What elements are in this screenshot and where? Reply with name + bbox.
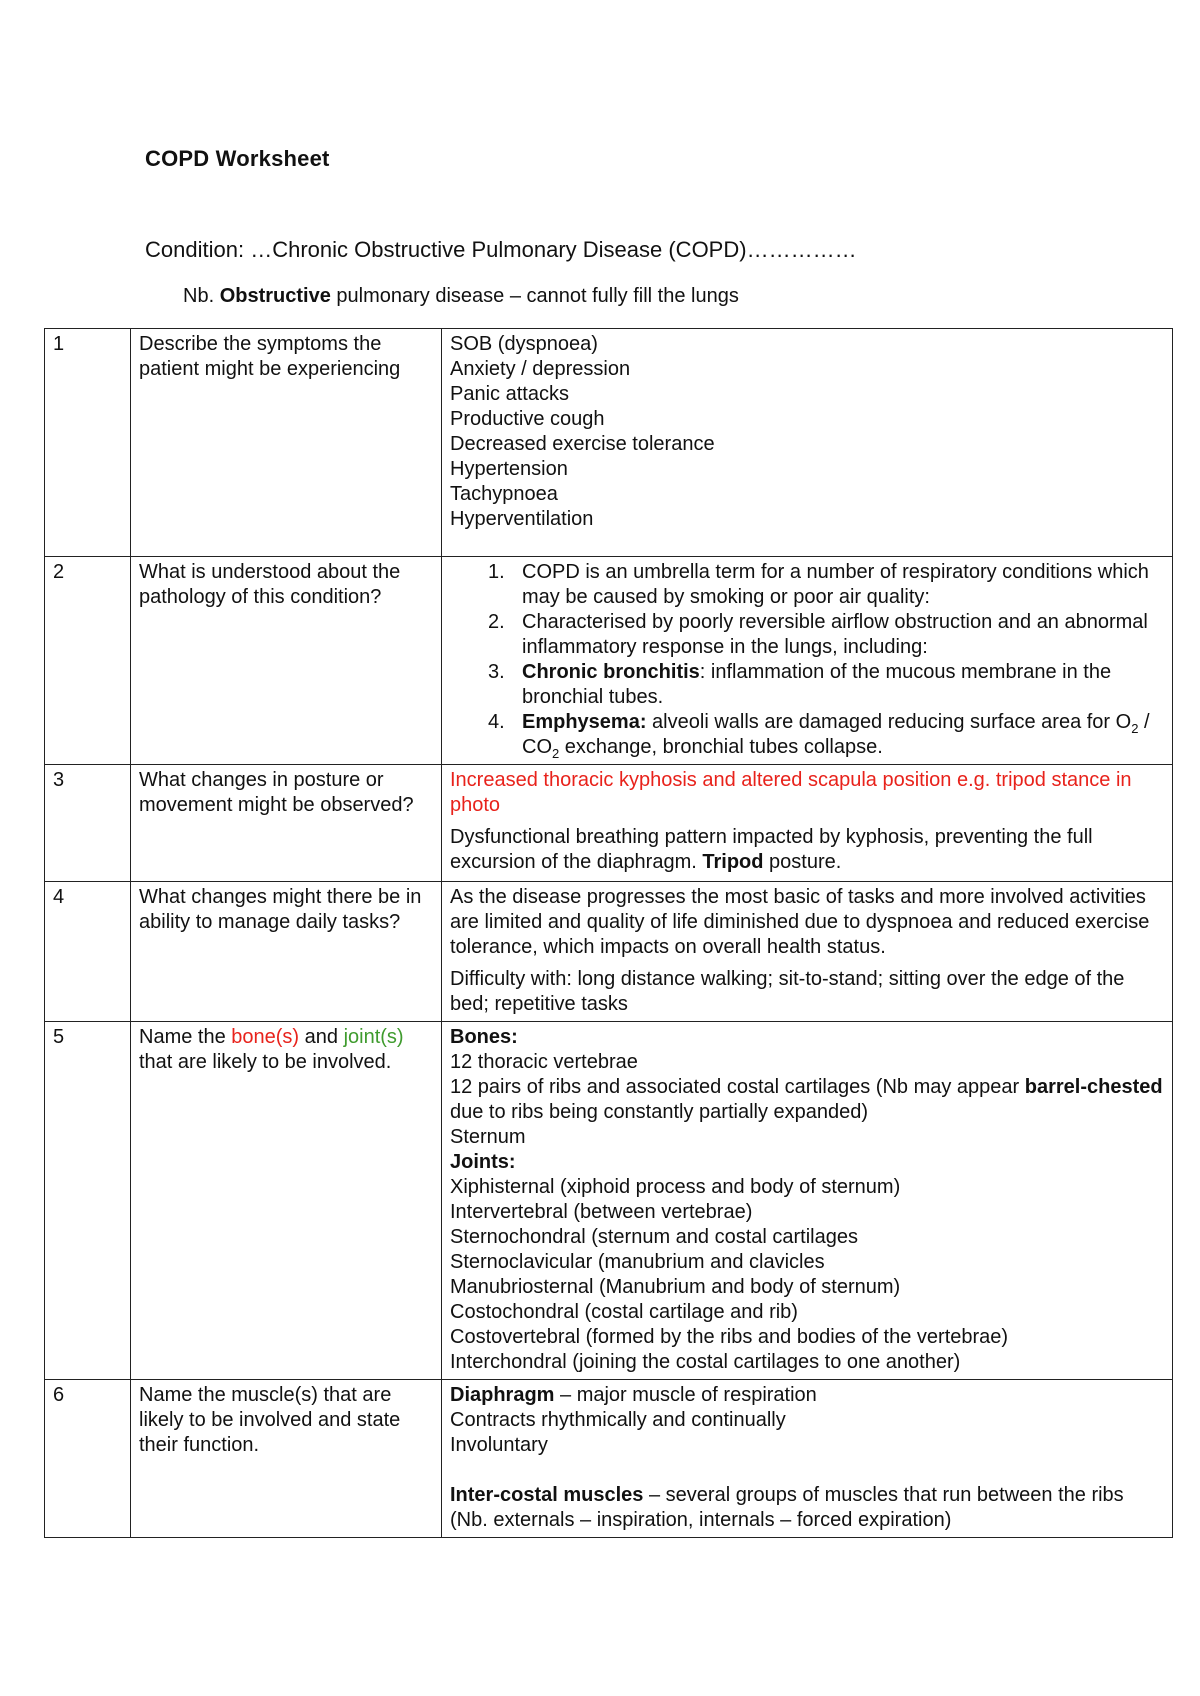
list-number: 2. (488, 611, 505, 633)
worksheet-table (44, 328, 1173, 1538)
bone-item (450, 1075, 1164, 1125)
answer-bold: Tripod (702, 851, 764, 873)
bones-heading: Bones: (450, 1026, 518, 1048)
symptom-item: Panic attacks (450, 383, 569, 405)
subscript: 2 (1131, 721, 1139, 736)
row-question: What is understood about the pathology of this condition? (131, 557, 442, 765)
muscle-item (450, 1383, 1164, 1408)
question-text: Name the (139, 1026, 232, 1048)
table-row (45, 882, 1173, 1022)
row-answer (442, 557, 1173, 765)
pathology-list (450, 560, 1164, 760)
row-number: 6 (45, 1380, 131, 1538)
question-joints: joint(s) (343, 1026, 404, 1048)
bone-bold: barrel-chested (1024, 1076, 1163, 1098)
note-rest: pulmonary disease – cannot fully fill the lungs (336, 285, 739, 307)
row-question: What changes might there be in ability to manage daily tasks? (131, 882, 442, 1022)
symptom-item: Hypertension (450, 458, 568, 480)
answer-paragraph: As the disease progresses the most basic of tasks and more involved activities are limited and quality of life diminished due to dyspnoea and reduced exercise tolerance, which impacts on overall health status. (450, 886, 1150, 958)
symptom-item: Decreased exercise tolerance (450, 433, 715, 455)
joint-item: Interchondral (joining the costal cartilages to one another) (450, 1351, 961, 1373)
table-row (45, 765, 1173, 882)
joint-item: Sternochondral (sternum and costal cartilages (450, 1226, 858, 1248)
symptom-item: Productive cough (450, 408, 605, 430)
joints-heading: Joints: (450, 1151, 516, 1173)
list-bold: Emphysema: (522, 711, 647, 733)
list-text: Characterised by poorly reversible airflow obstruction and an abnormal inflammatory response in the lungs, including: (522, 611, 1148, 658)
list-bold: Chronic bronchitis (522, 661, 700, 683)
row-answer (442, 1022, 1173, 1380)
joint-item: Manubriosternal (Manubrium and body of sternum) (450, 1276, 901, 1298)
answer-text: posture. (763, 851, 842, 873)
row-answer (442, 329, 1173, 557)
list-text: exchange, bronchial tubes collapse. (559, 736, 883, 758)
row-answer (442, 765, 1173, 882)
symptom-item: SOB (dyspnoea) (450, 333, 598, 355)
muscle-bold: Inter-costal muscles (450, 1484, 644, 1506)
muscle-item (450, 1483, 1164, 1533)
joint-item: Intervertebral (between vertebrae) (450, 1201, 753, 1223)
condition-label: Condition: (145, 237, 245, 262)
row-number: 2 (45, 557, 131, 765)
row-question: What changes in posture or movement might be observed? (131, 765, 442, 882)
row-number: 5 (45, 1022, 131, 1380)
muscle-item: Involuntary (450, 1434, 548, 1456)
page-title: COPD Worksheet (145, 146, 330, 171)
bone-text: 12 pairs of ribs and associated costal cartilages (Nb may appear (450, 1076, 1025, 1098)
muscle-text: – several groups of muscles that run between the ribs (Nb. externals – inspiration, internals – forced expiration) (450, 1484, 1124, 1531)
row-question (131, 1022, 442, 1380)
note-bold: Obstructive (219, 285, 331, 307)
question-bones: bone(s) (231, 1026, 300, 1048)
row-question: Name the muscle(s) that are likely to be involved and state their function. (131, 1380, 442, 1538)
row-number: 1 (45, 329, 131, 557)
answer-paragraph (450, 825, 1164, 875)
table-row (45, 1022, 1173, 1380)
list-text: : inflammation of the mucous membrane in the bronchial tubes. (522, 661, 1112, 708)
row-answer (442, 1380, 1173, 1538)
list-number: 3. (488, 661, 505, 683)
condition-line (145, 237, 857, 263)
note-line (183, 285, 739, 308)
table-row (45, 329, 1173, 557)
muscle-item: Contracts rhythmically and continually (450, 1409, 786, 1431)
question-text: and (299, 1026, 339, 1048)
table-row (45, 1380, 1173, 1538)
row-number: 4 (45, 882, 131, 1022)
symptom-item: Hyperventilation (450, 508, 594, 530)
list-number: 4. (488, 711, 505, 733)
joint-item: Xiphisternal (xiphoid process and body of sternum) (450, 1176, 901, 1198)
list-text: / CO (522, 711, 1150, 758)
list-item (450, 710, 1164, 760)
question-text: that are likely to be involved. (139, 1051, 392, 1073)
list-item (450, 560, 1164, 610)
joint-item: Costochondral (costal cartilage and rib) (450, 1301, 798, 1323)
list-item (450, 660, 1164, 710)
row-number: 3 (45, 765, 131, 882)
symptom-item: Tachypnoea (450, 483, 558, 505)
table-row (45, 557, 1173, 765)
list-number: 1. (488, 561, 505, 583)
bone-text: due to ribs being constantly partially expanded) (450, 1101, 869, 1123)
bone-item: 12 thoracic vertebrae (450, 1051, 638, 1073)
condition-value: …Chronic Obstructive Pulmonary Disease (COPD)…………… (250, 237, 857, 262)
bone-item: Sternum (450, 1126, 526, 1148)
row-answer (442, 882, 1173, 1022)
answer-paragraph: Difficulty with: long distance walking; sit-to-stand; sitting over the edge of the bed; repetitive tasks (450, 968, 1125, 1015)
row-question: Describe the symptoms the patient might be experiencing (131, 329, 442, 557)
blank-line (450, 1458, 1164, 1483)
subscript: 2 (552, 746, 560, 761)
list-text: alveoli walls are damaged reducing surface area for O (646, 711, 1132, 733)
joint-item: Costovertebral (formed by the ribs and bodies of the vertebrae) (450, 1326, 1009, 1348)
list-item (450, 610, 1164, 660)
muscle-bold: Diaphragm (450, 1384, 555, 1406)
answer-text: Dysfunctional breathing pattern impacted by kyphosis, preventing the full excursion of the diaphragm. (450, 826, 1093, 873)
symptom-item: Anxiety / depression (450, 358, 631, 380)
answer-highlight: Increased thoracic kyphosis and altered scapula position e.g. tripod stance in photo (450, 769, 1132, 816)
muscle-text: – major muscle of respiration (554, 1384, 817, 1406)
note-prefix: Nb. (183, 285, 215, 307)
list-text: COPD is an umbrella term for a number of respiratory conditions which may be caused by smoking or poor air quality: (522, 561, 1149, 608)
joint-item: Sternoclavicular (manubrium and clavicles (450, 1251, 825, 1273)
